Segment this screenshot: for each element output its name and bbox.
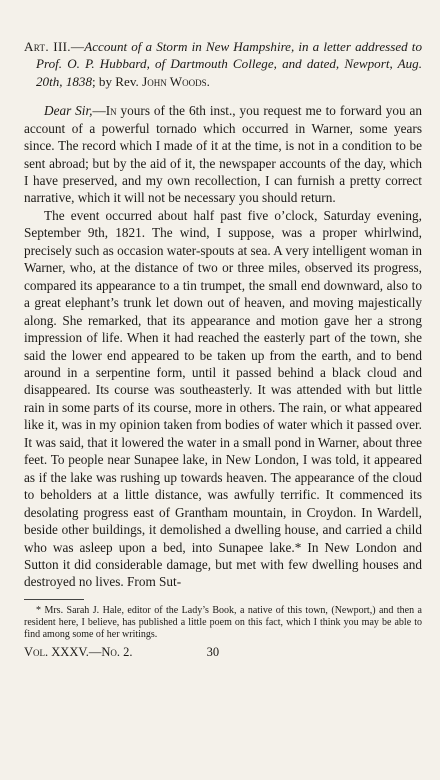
- page-footer: [24, 645, 422, 660]
- page-number: 30: [206, 644, 220, 659]
- article-title: Account of a Storm in New Hampshire, in a letter addressed to Prof. O. P. Hubbard, of Dartmouth College, and dated, Newport, Aug. 20th, 1838: [36, 39, 422, 89]
- salutation: Dear Sir,: [44, 103, 93, 119]
- paragraph: The event occurred about half past five o’clock, Saturday evening, September 9th, 1821. The wind, I suppose, was a proper whirlwind, precisely such as occasion water-spouts at sea. A very intelligent woman in Warner, who, at the distance of two or three miles, observed its progress, compared its appearance to a tin trumpet, the small end downward, also to a great elephant’s trunk let down out of heaven, and moving majestically along. She remarked, that its appearance and motion gave her a strong impression of life. When it had reached the easterly part of the town, she said the lower end appeared to be taken up from the earth, and to bend around in a serpentine form, until it passed behind a black cloud and disappeared. Its course was southeasterly. It was attended with but little rain in some parts of its course, more in others. The rain, or what appeared like it, was in my opinion taken from bodies of water which it passed over. It was said, that it lowered the water in a small pond in Warner, about three feet. To people near Sunapee lake, in New London, I was told, it appeared as if the lake was rushing up towards heaven. The appearance of the cloud to beholders at a little distance, was awfully terrific. It commenced its desolating progress east of Grantham mountain, in Croydon. In Wardell, beside other buildings, it demolished a dwelling house, and carried a child who was asleep upon a bed, into Sunapee lake.* In New London and Sutton it did considerable damage, but met with few dwelling houses and destroyed no lives. From Sut-: [24, 207, 422, 590]
- volume-number: Vol. XXXV.—No. 2.: [24, 644, 133, 659]
- article-byline: ; by Rev.: [92, 73, 143, 89]
- paragraph-text: yours of the 6th inst., you request me to forward you an account of a powerful tornado which occurred in Warner, some years since. The record which I made of it at the time, is not in a condition to be sent abroad; but by the aid of it, the newspaper accounts of the day, which I have preserved, and my own recollection, I can furnish a pretty correct narrative, which it will not be necessary you should return.: [24, 103, 422, 206]
- article-body: [24, 102, 422, 591]
- article-number: Art. III.—: [24, 39, 85, 54]
- paragraph: [24, 102, 422, 207]
- article-author: John Woods.: [142, 73, 210, 89]
- footnote: * Mrs. Sarah J. Hale, editor of the Lady’s Book, a native of this town, (Newport,) and then a resident here, I believe, has published a little poem on this fact, which I think you may be able to find among some of her writings.: [24, 604, 422, 641]
- lead-word: —In: [92, 103, 117, 119]
- article-heading: [24, 38, 422, 90]
- footnote-divider: [24, 599, 84, 600]
